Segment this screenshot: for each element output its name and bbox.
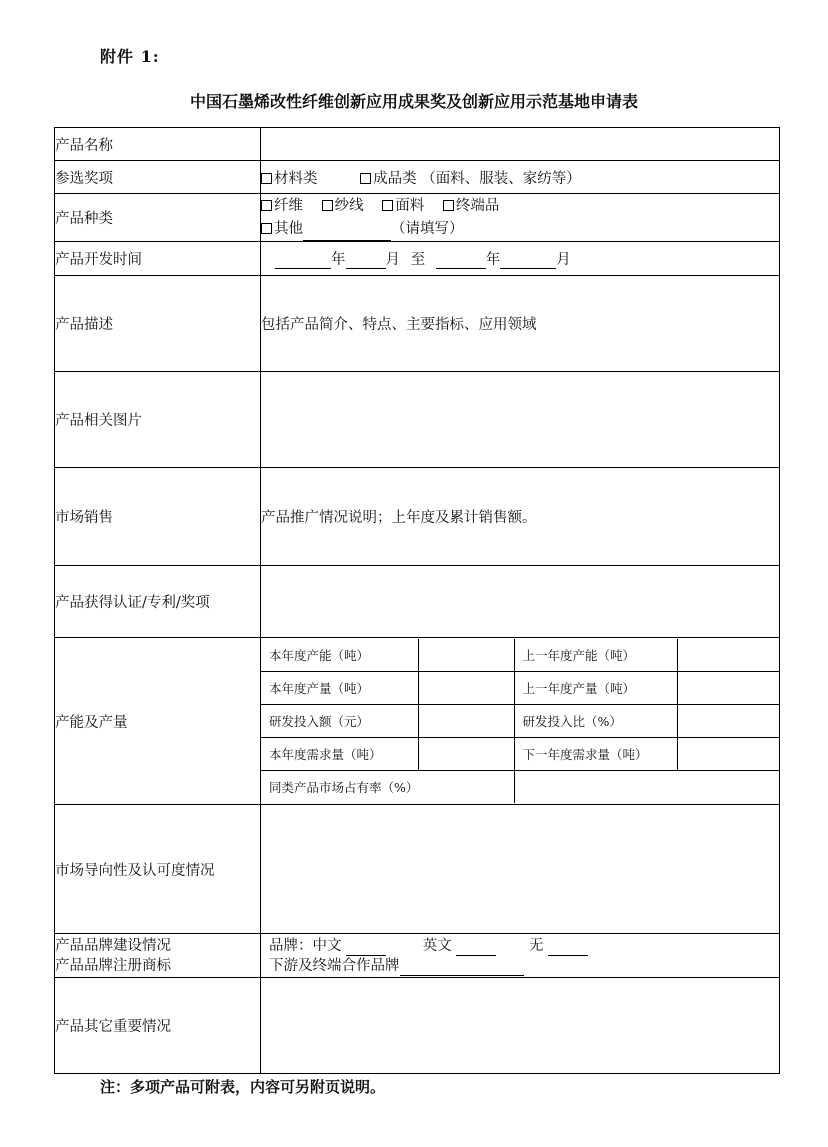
row-other xyxy=(55,978,780,1074)
category-end-product-option[interactable]: 终端品 xyxy=(443,195,500,218)
product-name-label: 产品名称 xyxy=(55,128,261,161)
checkbox-icon[interactable] xyxy=(382,200,393,211)
cap-this-label: 本年度产能（吨） xyxy=(261,639,418,672)
category-options xyxy=(261,194,780,242)
demand-next-input[interactable] xyxy=(677,738,779,771)
partner-brand-input[interactable] xyxy=(400,961,524,976)
rd-amount-label: 研发投入额（元） xyxy=(261,705,418,738)
category-fabric-option[interactable]: 面料 xyxy=(382,195,424,218)
row-product-name xyxy=(55,128,780,161)
other-field[interactable] xyxy=(261,978,780,1074)
cap-last-label: 上一年度产能（吨） xyxy=(514,639,677,672)
category-other-option[interactable]: 其他 xyxy=(261,221,303,237)
market-label: 市场导向性及认可度情况 xyxy=(55,805,261,934)
row-description xyxy=(55,276,780,372)
brand-cn-input[interactable] xyxy=(346,941,386,956)
cap-this-input[interactable] xyxy=(418,639,514,672)
out-this-label: 本年度产量（吨） xyxy=(261,672,418,705)
description-field[interactable] xyxy=(261,276,780,372)
checkbox-icon[interactable] xyxy=(322,200,333,211)
start-month-input[interactable] xyxy=(346,254,386,269)
award-options xyxy=(261,161,780,194)
rd-ratio-input[interactable] xyxy=(677,705,779,738)
row-dev-time xyxy=(55,242,780,276)
start-year-input[interactable] xyxy=(275,254,331,269)
row-market xyxy=(55,805,780,934)
award-material-option[interactable]: 材料类 xyxy=(261,167,318,188)
cap-last-input[interactable] xyxy=(677,639,779,672)
dev-time-label: 产品开发时间 xyxy=(55,242,261,276)
out-this-input[interactable] xyxy=(418,672,514,705)
sales-field[interactable] xyxy=(261,468,780,566)
demand-this-label: 本年度需求量（吨） xyxy=(261,738,418,771)
description-label: 产品描述 xyxy=(55,276,261,372)
description-hint: 包括产品简介、特点、主要指标、应用领域 xyxy=(261,317,537,333)
row-award xyxy=(55,161,780,194)
attachment-label: 附件 1: xyxy=(100,47,160,66)
checkbox-icon[interactable] xyxy=(443,200,454,211)
brand-none-input[interactable] xyxy=(548,941,588,956)
market-field[interactable] xyxy=(261,805,780,934)
row-certs xyxy=(55,566,780,638)
checkbox-icon[interactable] xyxy=(261,200,272,211)
capacity-label: 产能及产量 xyxy=(55,638,261,805)
rd-ratio-label: 研发投入比（%） xyxy=(514,705,677,738)
category-other-input[interactable] xyxy=(303,226,391,241)
share-input[interactable] xyxy=(514,771,779,804)
end-month-input[interactable] xyxy=(500,254,556,269)
end-year-input[interactable] xyxy=(436,254,486,269)
brand-field: 品牌：中文 英文 无 下游及终端合作品牌 xyxy=(261,934,780,978)
capacity-subtable xyxy=(261,639,779,803)
checkbox-icon[interactable] xyxy=(360,173,371,184)
sales-label: 市场销售 xyxy=(55,468,261,566)
row-brand xyxy=(55,934,780,978)
fill-hint: （请填写） xyxy=(391,220,464,237)
application-form-table xyxy=(54,127,780,1074)
footer-note: 注：多项产品可附表，内容可另附页说明。 xyxy=(100,1078,386,1096)
out-last-input[interactable] xyxy=(677,672,779,705)
category-fiber-option[interactable]: 纤维 xyxy=(261,195,303,218)
checkbox-icon[interactable] xyxy=(261,173,272,184)
row-sales xyxy=(55,468,780,566)
award-label: 参选奖项 xyxy=(55,161,261,194)
other-label: 产品其它重要情况 xyxy=(55,978,261,1074)
category-yarn-option[interactable]: 纱线 xyxy=(322,195,364,218)
images-field[interactable] xyxy=(261,372,780,468)
row-images xyxy=(55,372,780,468)
brand-label: 产品品牌建设情况 产品品牌注册商标 xyxy=(55,934,261,978)
row-capacity xyxy=(55,638,780,805)
brand-en-input[interactable] xyxy=(456,941,496,956)
row-category xyxy=(55,194,780,242)
sales-hint: 产品推广情况说明；上年度及累计销售额。 xyxy=(261,510,537,526)
product-name-field[interactable] xyxy=(261,128,780,161)
demand-this-input[interactable] xyxy=(418,738,514,771)
award-product-option[interactable]: 成品类 （面料、服装、家纺等） xyxy=(360,167,581,188)
certs-field[interactable] xyxy=(261,566,780,638)
form-title: 中国石墨烯改性纤维创新应用成果奖及创新应用示范基地申请表 xyxy=(189,92,638,111)
capacity-subtable-cell xyxy=(261,638,780,805)
dev-time-field: 年 月 至 年 月 xyxy=(261,242,780,276)
rd-amount-input[interactable] xyxy=(418,705,514,738)
certs-label: 产品获得认证/专利/奖项 xyxy=(55,566,261,638)
share-label: 同类产品市场占有率（%） xyxy=(261,771,514,804)
demand-next-label: 下一年度需求量（吨） xyxy=(514,738,677,771)
category-label: 产品种类 xyxy=(55,194,261,242)
checkbox-icon[interactable] xyxy=(261,223,272,234)
images-label: 产品相关图片 xyxy=(55,372,261,468)
out-last-label: 上一年度产量（吨） xyxy=(514,672,677,705)
